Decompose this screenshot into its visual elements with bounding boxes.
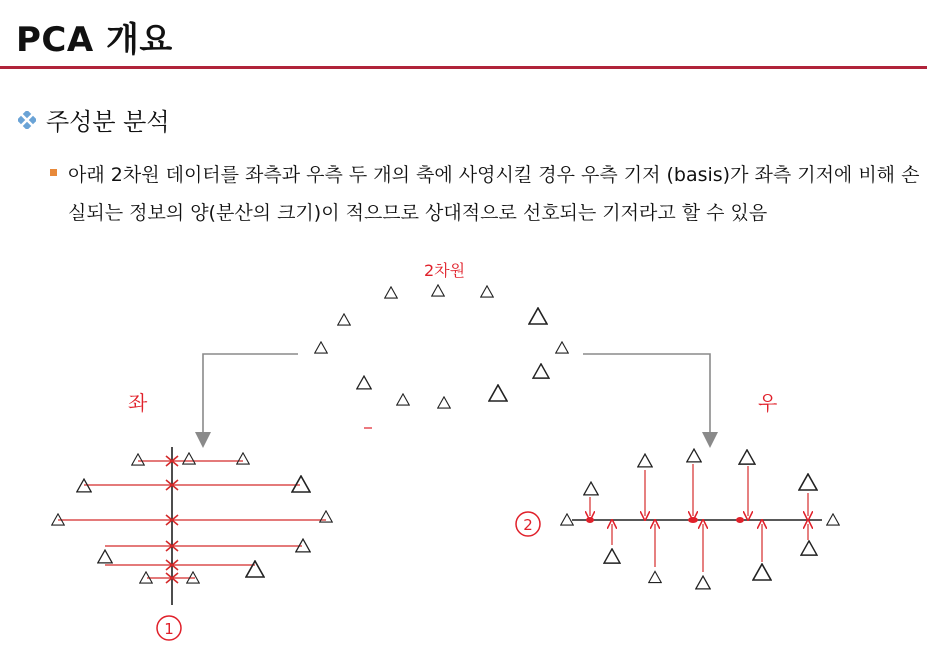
annotation-top: 2차원: [424, 261, 466, 280]
bullet2-text: 아래 2차원 데이터를 좌측과 우측 두 개의 축에 사영시킬 경우 우측 기저 (basis)가 좌측 기저에 비해 손실되는 정보의 양(분산의 크기)이 적으므로 상대적으로 선호되는 기저라고 할 수 있음: [68, 164, 920, 224]
annotation-left: 좌: [128, 391, 148, 415]
bullet1-text: 주성분 분석: [46, 108, 170, 136]
right-basis-diagram: [516, 391, 839, 589]
original-data-points: [315, 285, 569, 408]
annotation-circle-1: 1: [164, 620, 174, 638]
annotation-right: 우: [758, 391, 778, 415]
left-projection-arrow: [203, 354, 298, 440]
annotation-circle-2: 2: [523, 516, 533, 534]
slide-title: PCA 개요: [16, 20, 173, 60]
right-projection-arrow: [583, 354, 710, 440]
left-basis-diagram: [52, 391, 333, 640]
